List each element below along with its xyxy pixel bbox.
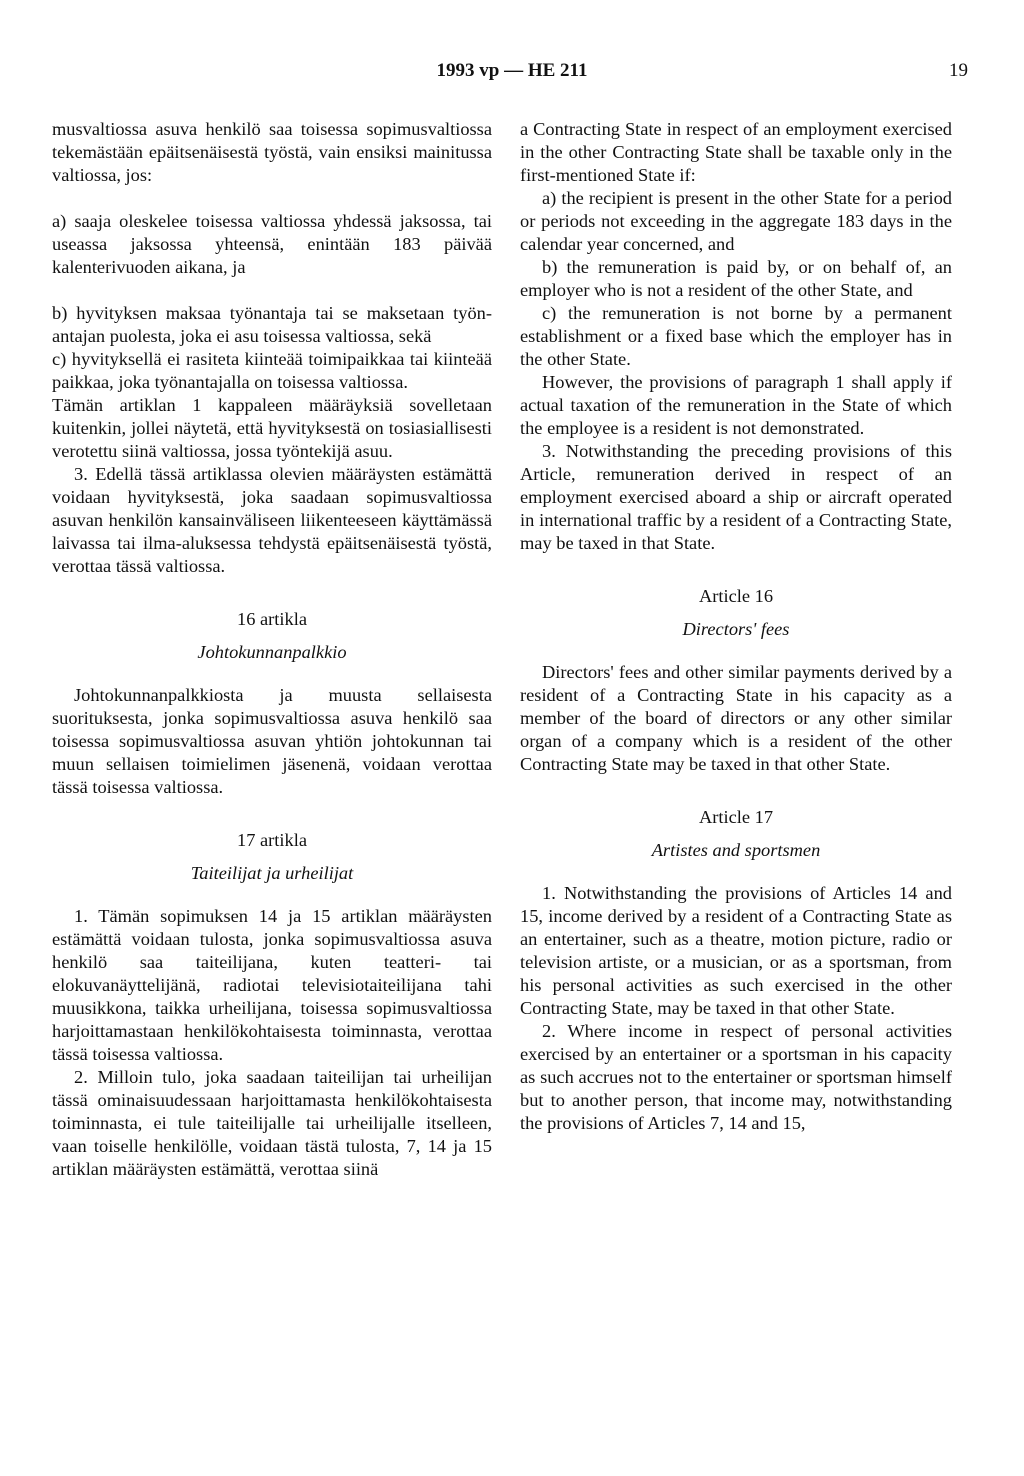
en-art16-text: Directors' fees and other similar payments derived by a resident of a Contracting State in his capacity as a member of the board of directors or any other similar organ of a company which is a resident of the other Contracting State may be taxed in that other State.: [520, 662, 952, 774]
en-item-c: c) the remuneration is not borne by a permanent establishment or a fixed base which the employer has in the other State.: [520, 303, 952, 369]
fi-art16-title: 16 artikla: [237, 609, 307, 629]
english-column: [520, 118, 952, 1135]
running-header: 1993 vp — HE 211: [436, 60, 588, 81]
fi-art17-p2: 2. Milloin tulo, joka saadaan taiteilijan tai urheilijan tässä ominaisuudessaan harjoittamasta henkilökohtaisesta toiminnasta, ei tule taiteilijalle tai urheilijalle itselleen, vaan toiselle henkilölle, voidaan tästä tulosta, 7, 14 ja 15 artiklan määräysten estämättä, verottaa siinä: [52, 1067, 492, 1179]
en-art17-p2: 2. Where income in respect of personal activities exercised by an entertainer or a sportsman in his capacity as such accrues not to the entertainer or sportsman himself but to another person, that income may, notwithstanding the provisions of Articles 7, 14 and 15,: [520, 1021, 952, 1133]
finnish-column: [52, 118, 492, 1181]
fi-item-b: b) hyvityksen maksaa työnantaja tai se maksetaan työn-antajan puolesta, joka ei asu toisessa valtiossa, sekä: [52, 303, 492, 346]
fi-para-however: Tämän artiklan 1 kappaleen määräyksiä sovelletaan kuitenkin, jollei näytetä, että hyvityksestä on tosiasiallisesti verotettu siinä valtiossa, jossa työntekijä asuu.: [52, 395, 492, 461]
fi-item-a: a) saaja oleskelee toisessa valtiossa yhdessä jaksossa, tai useassa jaksossa yhteensä, enintään 183 päivää kalenterivuoden aikana, ja: [52, 211, 492, 277]
en-art16-title: Article 16: [698, 586, 774, 606]
page-header: [0, 60, 1024, 90]
en-para-3: 3. Notwithstanding the preceding provisions of this Article, remuneration derived in respect of an employment exercised aboard a ship or aircraft operated in international traffic by a resident of a Contracting State, may be taxed in that State.: [520, 441, 952, 553]
en-art17-subtitle: Artistes and sportsmen: [651, 840, 821, 860]
fi-art16-subtitle: Johtokunnanpalkkio: [197, 642, 347, 662]
fi-item-c: c) hyvityksellä ei rasiteta kiinteää toimipaikkaa tai kiinteää paikkaa, joka työnantajalla on toisessa valtiossa.: [52, 349, 492, 392]
fi-intro: musvaltiossa asuva henkilö saa toisessa sopimusvaltiossa tekemästään epäitsenäisestä työstä, vain ensiksi mainitussa valtiossa, jos:: [52, 119, 492, 185]
fi-art17-title: 17 artikla: [237, 830, 307, 850]
en-art16-subtitle: Directors' fees: [682, 619, 790, 639]
fi-para-3: 3. Edellä tässä artiklassa olevien määräysten estämättä voidaan hyvityksestä, joka saadaan sopimusvaltiossa asuvan henkilön kansainväliseen liikenteeseen käyttämässä laivassa tai ilma-aluksessa tehdystä epäitsenäisestä työstä, verottaa tässä valtiossa.: [52, 464, 492, 576]
en-art17-title: Article 17: [698, 807, 774, 827]
page-number: 19: [949, 60, 968, 81]
en-item-a: a) the recipient is present in the other State for a period or periods not exceeding in the aggregate 183 days in the calendar year concerned, and: [520, 188, 952, 254]
en-art17-p1: 1. Notwithstanding the provisions of Articles 14 and 15, income derived by a resident of a Contracting State as an entertainer, such as a theatre, motion picture, radio or television artiste, or a musician, or as a sportsman, from his personal activities as such exercised in the other Contracting State, may be taxed in that other State.: [520, 883, 952, 1018]
en-intro: a Contracting State in respect of an employment exercised in the other Contracting State shall be taxable only in the first-mentioned State if:: [520, 119, 952, 185]
fi-art17-p1: 1. Tämän sopimuksen 14 ja 15 artiklan määräysten estämättä voidaan tulosta, jonka sopimusvaltiossa asuva henkilö saa taiteilijana, kuten teatteri- tai elokuvanäyttelijänä, radiotai televisiotaiteilijana tahi muusikkona, taikka urheilijana, toisessa sopimusvaltiossa harjoittamastaan henkilökohtaisesta toiminnasta, verottaa tässä toisessa valtiossa.: [52, 906, 492, 1064]
en-item-b: b) the remuneration is paid by, or on behalf of, an employer who is not a resident of the other State, and: [520, 257, 952, 300]
fi-art16-text: Johtokunnanpalkkiosta ja muusta sellaisesta suorituksesta, jonka sopimusvaltiossa asuva henkilö saa toisessa sopimusvaltiossa asuvan yhtiön johtokunnan tai muun sellaisen toimielimen jäsenenä, voidaan verottaa tässä toisessa valtiossa.: [52, 685, 492, 797]
fi-art17-subtitle: Taiteilijat ja urheilijat: [190, 863, 354, 883]
en-para-however: However, the provisions of paragraph 1 shall apply if actual taxation of the remuneration in the State of which the employee is a resident is not demonstrated.: [520, 372, 952, 438]
